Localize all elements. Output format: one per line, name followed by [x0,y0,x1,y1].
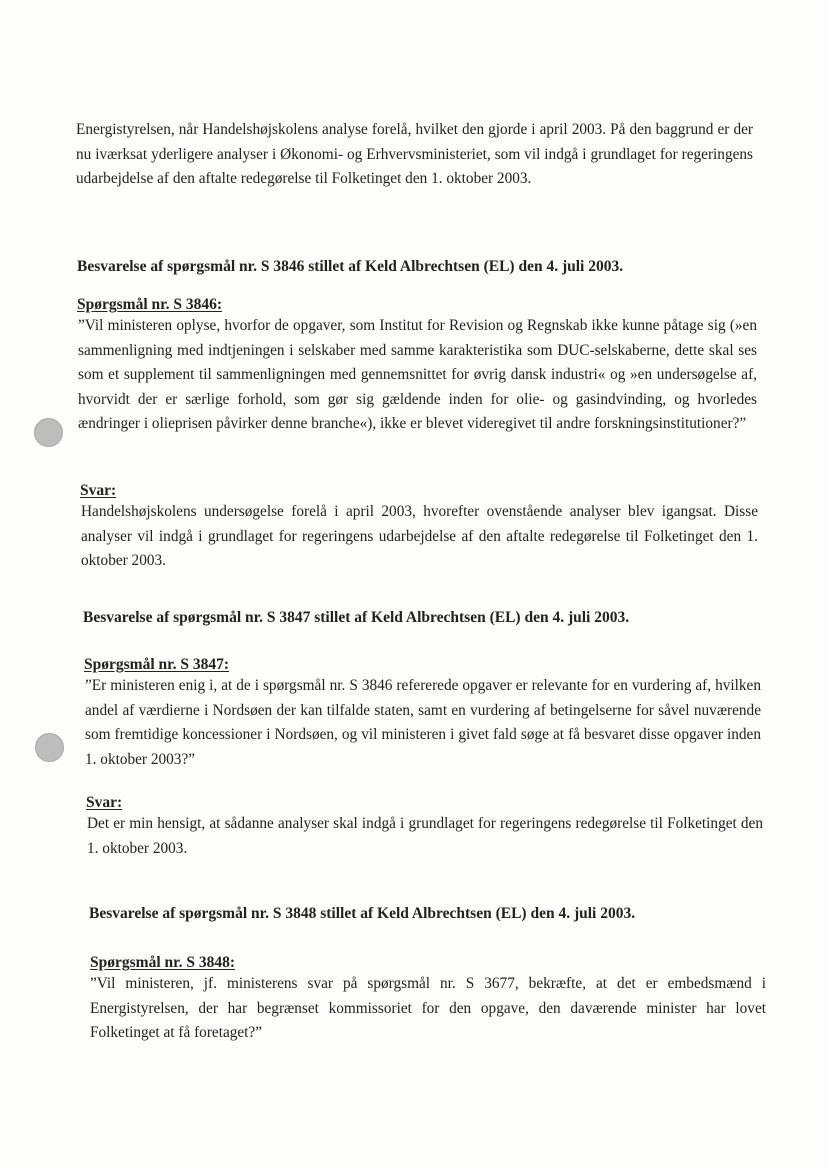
section-heading-s3848: Besvarelse af spørgsmål nr. S 3848 stillet af Keld Albrechtsen (EL) den 4. juli 2003. [89,905,636,922]
question-label-s3847: Spørgsmål nr. S 3847: [84,656,229,673]
question-text-s3846: ”Vil ministeren oplyse, hvorfor de opgaver, som Institut for Revision og Regnskab ikke kunne påtage sig (»en sammenligning med indtjeningen i selskaber med samme karakteristika som DUC-selskaberne, dette skal ses som et supplement til sammenligningen med gennemsnittet for øvrig dansk industri« og »en undersøgelse af, hvorvidt der er særlige forhold, som gør sig gældende inden for olie- og gasindvinding, og hvorledes ændringer i olieprisen påvirker denne branche«), ikke er blevet videregivet til andre forskningsinstitutioner?” [78,317,757,433]
question-label-s3848: Spørgsmål nr. S 3848: [90,954,235,971]
answer-text-s3847: Det er min hensigt, at sådanne analyser skal indgå i grundlaget for regeringens redegørelse til Folketinget den 1. oktober 2003. [87,815,763,857]
question-label-s3846: Spørgsmål nr. S 3846: [77,296,222,313]
section-heading-s3846: Besvarelse af spørgsmål nr. S 3846 stillet af Keld Albrechtsen (EL) den 4. juli 2003. [77,258,624,275]
intro-paragraph: Energistyrelsen, når Handelshøjskolens analyse forelå, hvilket den gjorde i april 2003. På den baggrund er der nu iværksat yderligere analyser i Økonomi- og Erhvervsministeriet, som vil indgå i grundlaget for regeringens udarbejdelse af den aftalte redegørelse til Folketinget den 1. oktober 2003. [76,121,753,188]
section-heading-s3847: Besvarelse af spørgsmål nr. S 3847 stillet af Keld Albrechtsen (EL) den 4. juli 2003. [83,609,630,626]
punch-hole-bottom [35,733,64,762]
answer-text-s3846: Handelshøjskolens undersøgelse forelå i april 2003, hvorefter ovenstående analyser blev igangsat. Disse analyser vil indgå i grundlaget for regeringens udarbejdelse af den aftalte redegørelse til Folketinget den 1. oktober 2003. [81,503,758,570]
question-text-s3847: ”Er ministeren enig i, at de i spørgsmål nr. S 3846 refererede opgaver er relevante for en vurdering af, hvilken andel af værdierne i Nordsøen der kan tilfalde staten, samt en vurdering af betingelserne for såvel nuværende som fremtidige koncessioner i Nordsøen, og vil ministeren i givet fald søge at få besvaret disse opgaver inden 1. oktober 2003?” [85,677,761,768]
question-text-s3848: ”Vil ministeren, jf. ministerens svar på spørgsmål nr. S 3677, bekræfte, at det er embedsmænd i Energistyrelsen, der har begrænset kommissoriet for den opgave, den daværende minister har lovet Folketinget at få foretaget?” [90,975,766,1042]
answer-label-s3847: Svar: [86,794,123,811]
answer-label-s3846: Svar: [80,482,117,499]
punch-hole-top [34,418,63,447]
